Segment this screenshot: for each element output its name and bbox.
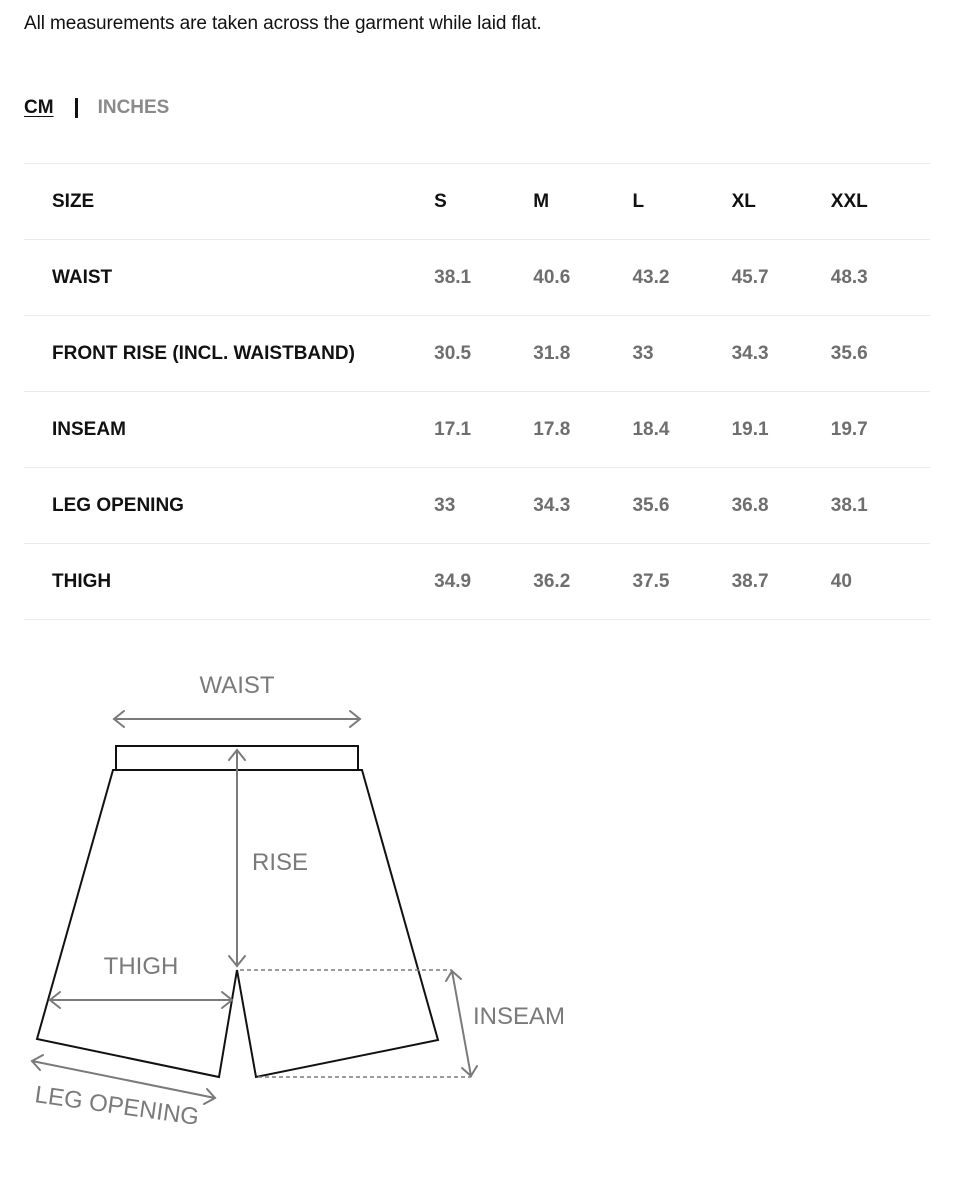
measurement-note: All measurements are taken across the garment while laid flat. <box>24 13 542 34</box>
table-cell: 30.5 <box>434 342 472 364</box>
table-cell: 38.1 <box>434 266 472 288</box>
header-size-label: SIZE <box>52 190 95 212</box>
table-cell: 40.6 <box>533 266 571 288</box>
table-cell: 37.5 <box>632 570 670 592</box>
table-cell: 35.6 <box>830 342 868 364</box>
table-cell: 19.7 <box>830 418 868 440</box>
table-cell: 36.2 <box>533 570 571 592</box>
row-label: WAIST <box>52 266 113 288</box>
table-cell: 36.8 <box>731 494 769 516</box>
table-row-thigh <box>24 544 930 620</box>
header-size-s: S <box>434 190 447 212</box>
table-cell: 43.2 <box>632 266 670 288</box>
diagram-labels <box>33 672 565 1131</box>
unit-divider <box>75 98 78 118</box>
inseam-label: INSEAM <box>473 1003 566 1030</box>
rise-arrow <box>229 750 245 966</box>
unit-cm-toggle[interactable]: CM <box>24 97 54 118</box>
row-label: THIGH <box>52 570 112 592</box>
thigh-label: THIGH <box>103 953 179 980</box>
table-row-front-rise <box>24 316 930 392</box>
table-cell: 31.8 <box>533 342 571 364</box>
rise-label: RISE <box>252 849 309 876</box>
table-cell: 45.7 <box>731 266 769 288</box>
table-cell: 18.4 <box>632 418 670 440</box>
table-cell: 33 <box>434 494 456 516</box>
table-cell: 40 <box>830 570 852 592</box>
table-cell: 17.8 <box>533 418 571 440</box>
waist-arrow <box>114 711 360 727</box>
unit-inches-toggle[interactable]: INCHES <box>97 97 170 118</box>
table-cell: 19.1 <box>731 418 769 440</box>
table-cell: 34.9 <box>434 570 472 592</box>
header-size-l: L <box>632 190 645 212</box>
row-label: INSEAM <box>52 418 126 440</box>
table-cell: 17.1 <box>434 418 472 440</box>
table-row-leg-opening <box>24 468 930 544</box>
table-row-waist <box>24 240 930 316</box>
table-cell: 38.1 <box>830 494 868 516</box>
row-label: LEG OPENING <box>52 494 184 516</box>
header-size-xxl: XXL <box>830 190 868 212</box>
header-size-xl: XL <box>731 190 756 212</box>
table-cell: 33 <box>632 342 654 364</box>
table-header-row <box>24 164 930 240</box>
table-cell: 34.3 <box>731 342 769 364</box>
thigh-arrow <box>50 992 232 1008</box>
table-cell: 48.3 <box>830 266 868 288</box>
size-chart-table <box>24 163 930 620</box>
table-cell: 38.7 <box>731 570 769 592</box>
table-cell: 35.6 <box>632 494 670 516</box>
shorts-measurement-diagram <box>0 640 600 1160</box>
table-cell: 34.3 <box>533 494 571 516</box>
header-size-m: M <box>533 190 550 212</box>
table-row-inseam <box>24 392 930 468</box>
row-label: FRONT RISE (INCL. WAISTBAND) <box>52 342 355 364</box>
waist-label: WAIST <box>199 672 275 699</box>
inseam-guides <box>240 970 471 1077</box>
leg-opening-label: LEG OPENING <box>33 1081 201 1131</box>
unit-toggle <box>24 95 169 121</box>
